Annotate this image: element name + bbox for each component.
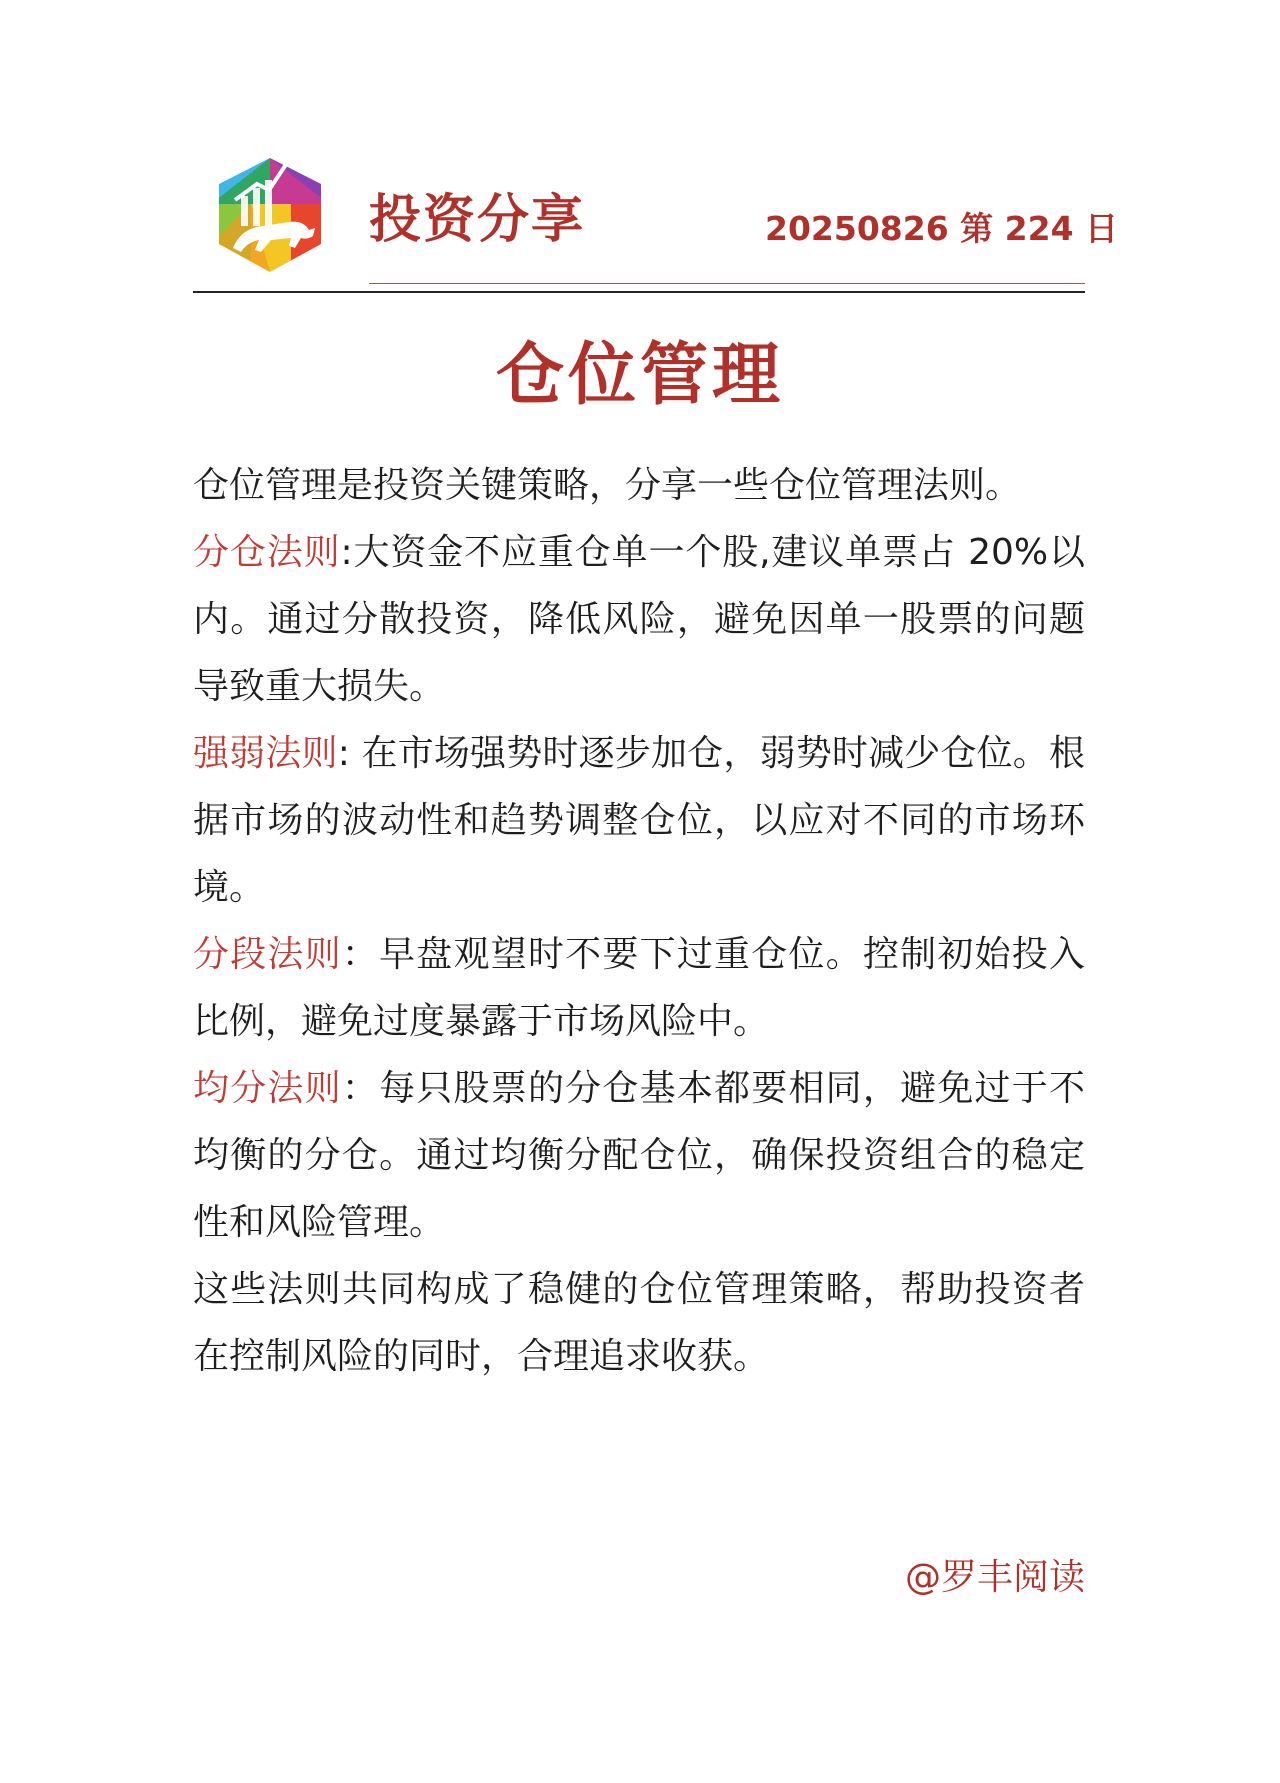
rule-paragraph (193, 519, 1085, 720)
rule-name: 分段法则 (193, 934, 342, 975)
rule-text: ：早盘观望时不要下过重仓位。控制初始投入比例，避免过度暴露于市场风险中。 (193, 934, 1085, 1042)
rule-text: :大资金不应重仓单一个股,建议单票占 20%以内。通过分散投资，降低风险，避免因单一股票的问题导致重大损失。 (193, 532, 1085, 707)
rule-paragraph (193, 921, 1085, 1055)
page-title: 仓位管理 (495, 336, 784, 415)
author-signature: @罗丰阅读 (904, 1557, 1085, 1598)
article-body (193, 452, 1085, 1390)
intro-paragraph: 仓位管理是投资关键策略，分享一些仓位管理法则。 (193, 465, 1022, 506)
bull-logo-icon (211, 144, 329, 284)
rule-paragraph (193, 1055, 1085, 1256)
header (193, 140, 1119, 300)
header-divider-thin (369, 283, 1085, 284)
brand-title: 投资分享 (369, 190, 586, 250)
date-label: 20250826 第 224 日 (765, 209, 1119, 248)
rule-name: 强弱法则 (193, 733, 338, 774)
rule-text: : 在市场强势时逐步加仓，弱势时减少仓位。根据市场的波动性和趋势调整仓位，以应对不同的市场环境。 (193, 733, 1085, 908)
rule-paragraph (193, 720, 1085, 921)
rule-name: 均分法则 (193, 1068, 342, 1109)
rule-text: ：每只股票的分仓基本都要相同，避免过于不均衡的分仓。通过均衡分配仓位，确保投资组合的稳定性和风险管理。 (193, 1068, 1085, 1243)
conclusion-paragraph: 这些法则共同构成了稳健的仓位管理策略，帮助投资者在控制风险的同时，合理追求收获。 (193, 1269, 1085, 1377)
header-divider-thick (193, 291, 1085, 293)
rule-name: 分仓法则 (193, 532, 341, 573)
